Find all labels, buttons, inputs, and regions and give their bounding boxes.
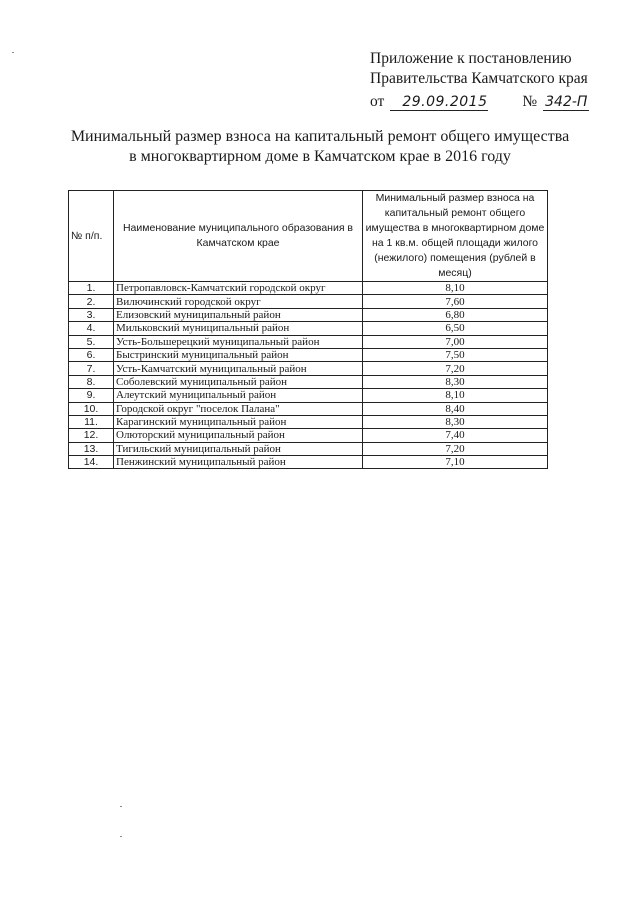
- title-line-2: в многоквартирном доме в Камчатском крае в 2016 году: [129, 148, 511, 165]
- row-contribution: 8,10: [363, 389, 548, 402]
- table-row: [69, 375, 548, 388]
- row-contribution: 7,60: [363, 295, 548, 308]
- row-contribution: 8,40: [363, 402, 548, 415]
- decree-number: 342-П: [545, 94, 588, 110]
- title-line-1: Минимальный размер взноса на капитальный ремонт общего имущества: [70, 128, 570, 145]
- table-row: [69, 456, 548, 469]
- row-number: 12.: [69, 429, 114, 442]
- row-municipality: Алеутский муниципальный район: [114, 389, 363, 402]
- row-number: 6.: [69, 348, 114, 361]
- row-number: 3.: [69, 308, 114, 321]
- row-number: 4.: [69, 322, 114, 335]
- row-contribution: 6,50: [363, 322, 548, 335]
- appendix-line-1: Приложение к постановлению: [370, 50, 572, 67]
- row-number: 1.: [69, 282, 114, 295]
- table-row: [69, 308, 548, 321]
- row-contribution: 8,30: [363, 375, 548, 388]
- table-row: [69, 362, 548, 375]
- table-body: [69, 282, 548, 469]
- table-row: [69, 389, 548, 402]
- document-title: [40, 127, 600, 167]
- row-municipality: Вилючинский городской округ: [114, 295, 363, 308]
- table-header-row: [69, 191, 548, 282]
- header-number: № п/п.: [69, 191, 114, 282]
- scan-speck: [120, 806, 122, 807]
- header-contribution: Минимальный размер взноса на капитальный ремонт общего имущества в многоквартирном доме на 1 кв.м. общей площади жилого (нежилого) помещения (рублей в месяц): [363, 191, 548, 282]
- row-contribution: 7,00: [363, 335, 548, 348]
- row-number: 10.: [69, 402, 114, 415]
- row-municipality: Тигильский муниципальный район: [114, 442, 363, 455]
- table-row: [69, 335, 548, 348]
- row-number: 5.: [69, 335, 114, 348]
- row-municipality: Елизовский муниципальный район: [114, 308, 363, 321]
- row-municipality: Быстринский муниципальный район: [114, 348, 363, 361]
- decree-date: 29.09.2015: [390, 94, 488, 111]
- table-row: [69, 295, 548, 308]
- table-row: [69, 282, 548, 295]
- table-row: [69, 415, 548, 428]
- row-number: 2.: [69, 295, 114, 308]
- row-municipality: Петропавловск-Камчатский городской округ: [114, 282, 363, 295]
- decree-number-label: №: [522, 93, 538, 110]
- row-contribution: 7,50: [363, 348, 548, 361]
- scan-speck: [120, 836, 122, 837]
- row-number: 14.: [69, 456, 114, 469]
- row-contribution: 7,10: [363, 456, 548, 469]
- row-contribution: 7,20: [363, 362, 548, 375]
- row-contribution: 8,10: [363, 282, 548, 295]
- table-row: [69, 402, 548, 415]
- row-number: 11.: [69, 415, 114, 428]
- decree-from-label: от: [370, 93, 385, 110]
- header-municipality: Наименование муниципального образования в Камчатском крае: [114, 191, 363, 282]
- row-municipality: Олюторский муниципальный район: [114, 429, 363, 442]
- appendix-line-2: Правительства Камчатского края: [370, 70, 588, 87]
- row-municipality: Городской округ "поселок Палана": [114, 402, 363, 415]
- row-municipality: Карагинский муниципальный район: [114, 415, 363, 428]
- row-municipality: Соболевский муниципальный район: [114, 375, 363, 388]
- table-row: [69, 429, 548, 442]
- row-number: 7.: [69, 362, 114, 375]
- table-row: [69, 442, 548, 455]
- row-municipality: Мильковский муниципальный район: [114, 322, 363, 335]
- row-number: 9.: [69, 389, 114, 402]
- row-number: 13.: [69, 442, 114, 455]
- row-municipality: Пенжинский муниципальный район: [114, 456, 363, 469]
- decree-reference: [370, 93, 589, 111]
- row-number: 8.: [69, 375, 114, 388]
- row-contribution: 6,80: [363, 308, 548, 321]
- row-municipality: Усть-Камчатский муниципальный район: [114, 362, 363, 375]
- row-contribution: 8,30: [363, 415, 548, 428]
- row-contribution: 7,20: [363, 442, 548, 455]
- row-municipality: Усть-Большерецкий муниципальный район: [114, 335, 363, 348]
- table-row: [69, 348, 548, 361]
- table-row: [69, 322, 548, 335]
- appendix-header: [370, 49, 588, 89]
- contribution-table: [68, 190, 548, 469]
- scan-speck: [12, 52, 14, 53]
- row-contribution: 7,40: [363, 429, 548, 442]
